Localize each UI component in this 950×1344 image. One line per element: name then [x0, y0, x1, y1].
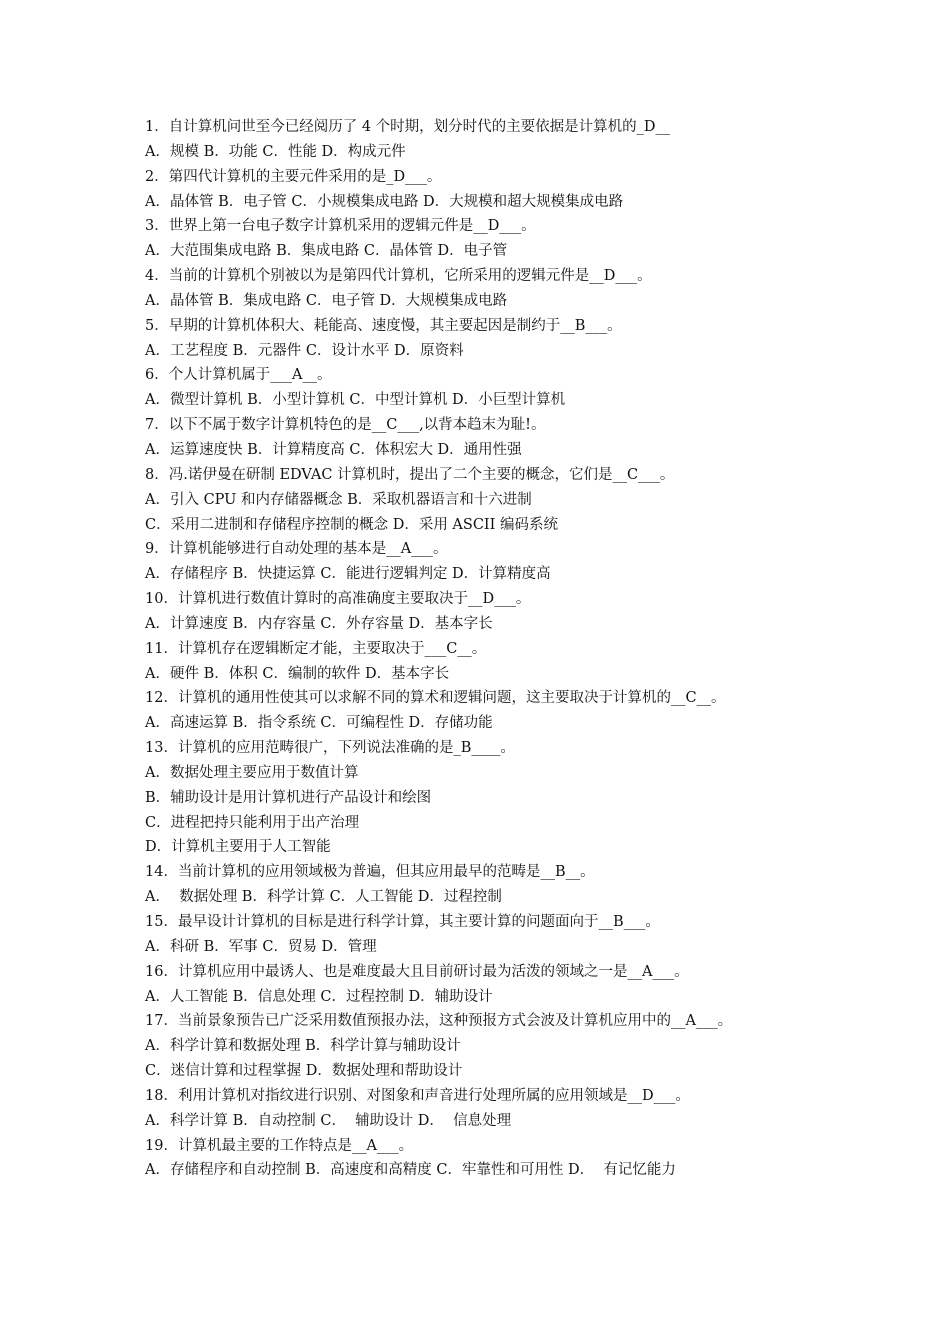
- question-1: 1．自计算机问世至今已经阅历了 4 个时期，划分时代的主要依据是计算机的_D__: [145, 119, 671, 135]
- options-13-b: B．辅助设计是用计算机进行产品设计和绘图: [145, 789, 432, 806]
- options-5: A．工艺程度 B．元器件 C．设计水平 D．原资料: [145, 342, 464, 359]
- options-10: A．计算速度 B．内存容量 C．外存容量 D．基本字长: [145, 615, 493, 632]
- options-13-c: C．进程把持只能利用于出产治理: [145, 814, 360, 831]
- options-16: A．人工智能 B．信息处理 C．过程控制 D．辅助设计: [145, 988, 493, 1005]
- options-15: A．科研 B．军事 C．贸易 D．管理: [145, 938, 377, 955]
- question-17: 17．当前景象预告已广泛采用数值预报办法，这种预报方式会波及计算机应用中的__A___。: [145, 1013, 733, 1030]
- options-17-ab: A．科学计算和数据处理 B．科学计算与辅助设计: [145, 1038, 461, 1055]
- options-14: A． 数据处理 B．科学计算 C．人工智能 D．过程控制: [145, 889, 502, 906]
- question-3: 3．世界上第一台电子数字计算机采用的逻辑元件是__D___。: [145, 218, 536, 235]
- question-11: 11．计算机存在逻辑断定才能，主要取决于___C__。: [145, 640, 487, 657]
- question-2: 2．第四代计算机的主要元件采用的是_D___。: [145, 168, 442, 185]
- options-9: A．存储程序 B．快捷运算 C．能进行逻辑判定 D．计算精度高: [145, 566, 551, 583]
- question-12: 12．计算机的通用性使其可以求解不同的算术和逻辑问题，这主要取决于计算机的__C__。: [145, 690, 726, 707]
- options-1: A．规模 B．功能 C．性能 D．构成元件: [145, 143, 406, 160]
- options-12: A．高速运算 B．指令系统 C．可编程性 D．存储功能: [145, 715, 493, 732]
- options-6: A．微型计算机 B．小型计算机 C．中型计算机 D．小巨型计算机: [145, 392, 566, 409]
- question-5: 5．早期的计算机体积大、耗能高、速度慢，其主要起因是制约于__B___。: [145, 317, 622, 334]
- question-4: 4．当前的计算机个别被以为是第四代计算机，它所采用的逻辑元件是__D___。: [145, 268, 652, 285]
- question-19: 19．计算机最主要的工作特点是__A___。: [145, 1137, 414, 1154]
- options-8-cd: C．采用二进制和存储程序控制的概念 D．采用 ASCII 编码系统: [145, 516, 559, 533]
- options-2: A．晶体管 B．电子管 C．小规模集成电路 D．大规模和超大规模集成电路: [145, 193, 624, 210]
- options-19: A．存储程序和自动控制 B．高速度和高精度 C．牢靠性和可用性 D． 有记忆能力: [145, 1162, 676, 1179]
- question-7: 7．以下不属于数字计算机特色的是__C___,以背本趋末为耻!。: [145, 417, 546, 434]
- options-13-a: A．数据处理主要应用于数值计算: [145, 764, 359, 781]
- options-3: A．大范围集成电路 B．集成电路 C．晶体管 D．电子管: [145, 243, 508, 260]
- question-18: 18．利用计算机对指纹进行识别、对图象和声音进行处理所属的应用领域是__D___。: [145, 1087, 690, 1104]
- question-9: 9．计算机能够进行自动处理的基本是__A___。: [145, 541, 448, 558]
- question-14: 14．当前计算机的应用领域极为普遍，但其应用最早的范畴是__B__。: [145, 864, 595, 881]
- options-7: A．运算速度快 B．计算精度高 C．体积宏大 D．通用性强: [145, 441, 522, 458]
- options-18: A．科学计算 B．自动控制 C． 辅助设计 D． 信息处理: [145, 1112, 512, 1129]
- question-13: 13．计算机的应用范畴很广，下列说法准确的是_B____。: [145, 740, 515, 757]
- question-10: 10．计算机进行数值计算时的高准确度主要取决于__D___。: [145, 591, 531, 608]
- options-13-d: D．计算机主要用于人工智能: [145, 839, 331, 856]
- question-list: [145, 115, 825, 1183]
- question-8: 8．冯.诺伊曼在研制 EDVAC 计算机时，提出了二个主要的概念，它们是__C___。: [145, 466, 675, 483]
- question-6: 6．个人计算机属于___A__。: [145, 367, 332, 384]
- options-4: A．晶体管 B．集成电路 C．电子管 D．大规模集成电路: [145, 292, 508, 309]
- question-16: 16．计算机应用中最诱人、也是难度最大且目前研讨最为活泼的领域之一是__A___。: [145, 963, 689, 980]
- question-15: 15．最早设计计算机的目标是进行科学计算，其主要计算的问题面向于__B___。: [145, 914, 660, 930]
- options-11: A．硬件 B．体积 C．编制的软件 D．基本字长: [145, 665, 450, 682]
- options-8-ab: A．引入 CPU 和内存储器概念 B．采取机器语言和十六进制: [145, 491, 532, 508]
- options-17-cd: C．迷信计算和过程掌握 D．数据处理和帮助设计: [145, 1063, 463, 1080]
